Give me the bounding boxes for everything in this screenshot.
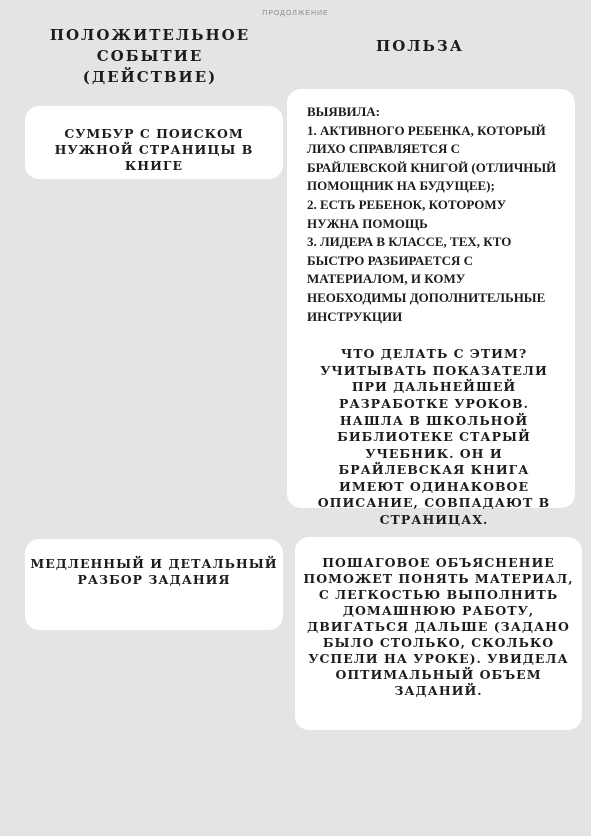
event-card-2 xyxy=(25,539,283,630)
benefit-list-item-1: 1. АКТИВНОГО РЕБЕНКА, КОТОРЫЙ ЛИХО СПРАВЛЯЕТСЯ С БРАЙЛЕВСКОЙ КНИГОЙ (ОТЛИЧНЫЙ ПОМОЩНИК НА БУДУЩЕЕ); xyxy=(307,122,557,194)
column-header-benefit: ПОЛЬЗА xyxy=(376,37,464,55)
page-caption: ПРОДОЛЖЕНИЕ xyxy=(262,10,329,17)
benefit-card-2-text: ПОШАГОВОЕ ОБЪЯСНЕНИЕ ПОМОЖЕТ ПОНЯТЬ МАТЕРИАЛ, С ЛЕГКОСТЬЮ ВЫПОЛНИТЬ ДОМАШНЮЮ РАБОТУ, ДВИГАТЬСЯ ДАЛЬШЕ (ЗАДАНО БЫЛО СТОЛЬКО, СКОЛЬКО УСПЕЛИ НА УРОКЕ). УВИДЕЛА ОПТИМАЛЬНЫЙ ОБЪЕМ ЗАДАНИЙ. xyxy=(303,555,574,698)
benefit-card-1-list xyxy=(307,103,561,326)
benefit-list-item-3: 3. ЛИДЕРА В КЛАССЕ, ТЕХ, КТО БЫСТРО РАЗБИРАЕТСЯ С МАТЕРИАЛОМ, И КОМУ НЕОБХОДИМЫ ДОПОЛНИТЕЛЬНЫЕ ИНСТРУКЦИИ xyxy=(307,234,546,324)
event-card-1 xyxy=(25,106,283,179)
benefit-card-1-what-to-do: ЧТО ДЕЛАТЬ С ЭТИМ? УЧИТЫВАТЬ ПОКАЗАТЕЛИ ПРИ ДАЛЬНЕЙШЕЙ РАЗРАБОТКЕ УРОКОВ. НАШЛА В ШКОЛЬНОЙ БИБЛИОТЕКЕ СТАРЫЙ УЧЕБНИК. ОН И БРАЙЛЕВСКАЯ КНИГА ИМЕЮТ ОДИНАКОВОЕ ОПИСАНИЕ, СОВПАДАЮТ В СТРАНИЦАХ. xyxy=(317,346,551,528)
column-header-event: ПОЛОЖИТЕЛЬНОЕ СОБЫТИЕ (ДЕЙСТВИЕ) xyxy=(49,26,251,86)
event-card-1-text: СУМБУР С ПОИСКОМ НУЖНОЙ СТРАНИЦЫ В КНИГЕ xyxy=(54,126,254,173)
benefit-card-1 xyxy=(287,89,575,528)
benefit-list-item-2: 2. ЕСТЬ РЕБЕНОК, КОТОРОМУ НУЖНА ПОМОЩЬ xyxy=(307,196,507,231)
benefit-card-2 xyxy=(295,537,582,730)
event-card-2-text: МЕДЛЕННЫЙ И ДЕТАЛЬНЫЙ РАЗБОР ЗАДАНИЯ xyxy=(30,556,278,587)
benefit-list-heading: ВЫЯВИЛА: xyxy=(307,104,381,119)
